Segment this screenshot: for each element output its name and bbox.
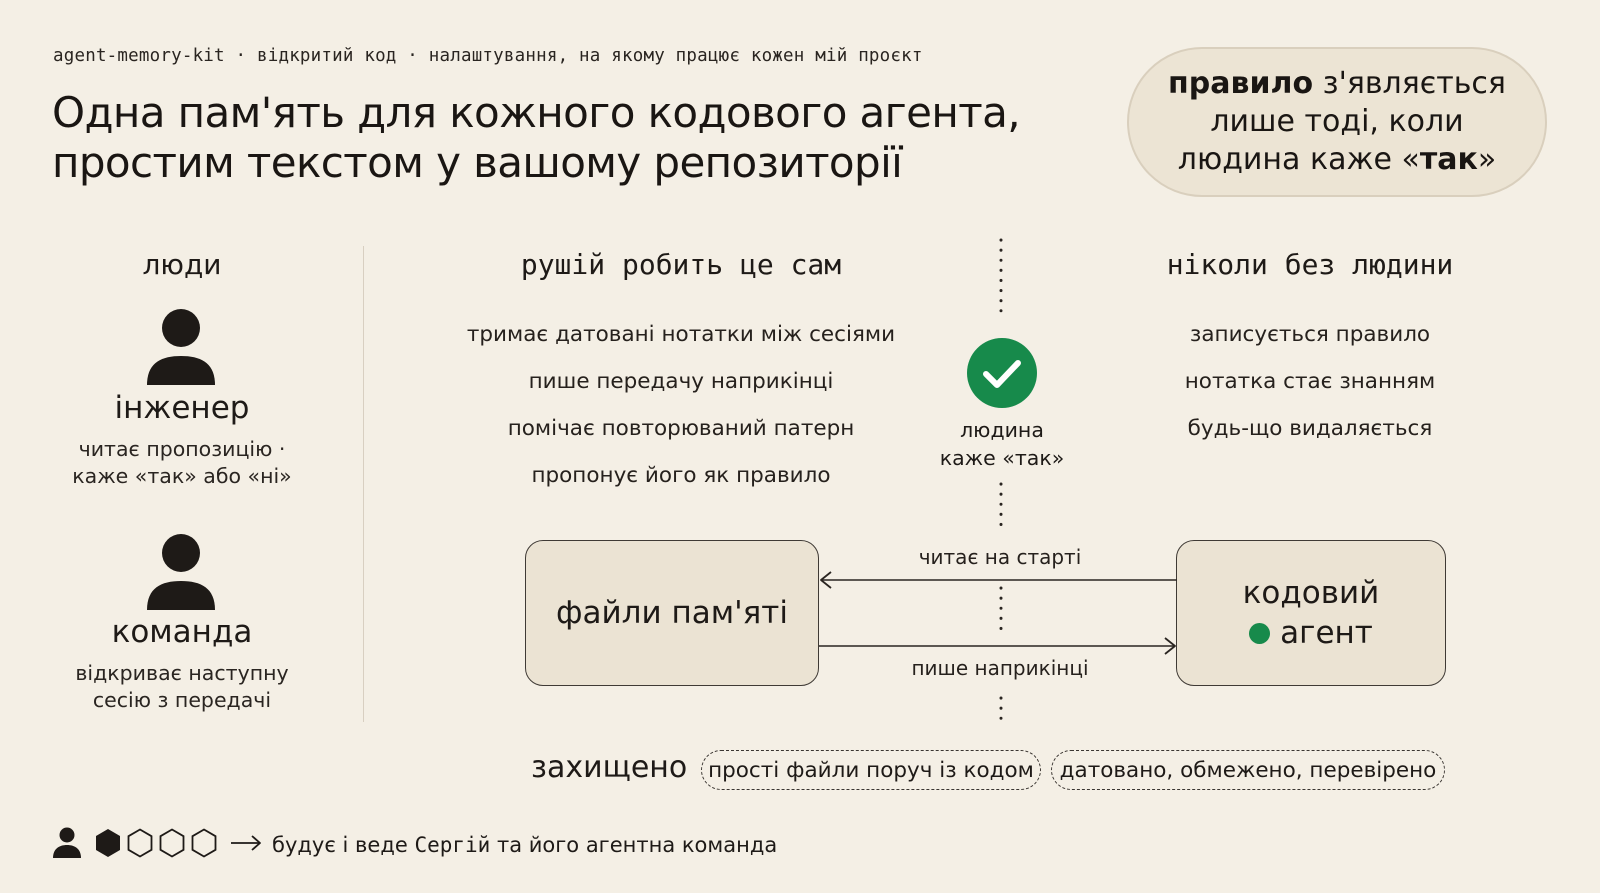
rule-pill-line-1-rest: з'являється [1313,66,1506,101]
rule-pill [1127,47,1547,197]
people-heading: люди [142,248,222,281]
hexagon-outline-icon [126,828,154,862]
rule-pill-line-3 [1178,141,1496,179]
never-heading: ніколи без людини [1166,248,1454,281]
coding-agent-label-line-2: агент [1280,615,1373,651]
engineer-description-line-2: каже «так» або «ні» [72,464,292,488]
coding-agent-label-line-2-row [1249,613,1373,653]
check-circle-icon [967,338,1037,412]
page-title [52,88,1020,188]
protected-chip: прості файли поруч із кодом [701,750,1041,790]
approval-label-line-1: людина [960,418,1044,442]
protected-label: захищено [531,750,688,785]
rule-pill-line-3-prefix: людина каже « [1177,142,1420,177]
footer-text [272,833,777,857]
never-item: записується правило [1189,322,1431,347]
coding-agent-label-line-1: кодовий [1242,575,1380,611]
team-description-line-1: відкриває наступну [75,661,289,685]
rule-pill-bold-word: правило [1168,66,1314,101]
footer [52,828,777,862]
footer-text-suffix: та його агентна команда [490,833,778,857]
status-dot-icon [1249,623,1270,644]
team-description-line-2: сесію з передачі [92,688,272,712]
team-description [52,660,312,714]
team-title: команда [111,614,253,650]
memory-files-box [525,540,819,686]
rule-pill-line-2: лише тоді, коли [1210,104,1464,139]
approval-label-line-2: каже «так» [939,446,1065,470]
rule-pill-line-1 [1168,65,1506,103]
engine-item: пропонує його як правило [531,463,831,488]
protected-chip: датовано, обмежено, перевірено [1051,750,1445,790]
rule-pill-line-3-suffix: » [1477,142,1497,177]
hexagon-outline-icon [158,828,186,862]
hexagon-outline-icon [190,828,218,862]
approval-label [921,416,1083,472]
engine-item: тримає датовані нотатки між сесіями [466,322,896,347]
never-item: нотатка стає знанням [1184,369,1436,394]
footer-person-icon [52,827,82,863]
arrow-right-icon [230,833,262,857]
engine-item: помічає повторюваний патерн [507,416,855,441]
footer-text-prefix: будує і веде [272,833,415,857]
arrow-write-label: пише наприкінці [868,656,1132,680]
page-title-line-1: Одна пам'ять для кожного кодового агента, [52,88,1020,137]
never-item: будь-що видаляється [1187,416,1433,441]
coding-agent-box [1176,540,1446,686]
engineer-person-icon [145,307,217,391]
column-divider [363,246,364,722]
engineer-title: інженер [114,390,250,426]
flow-arrows [817,570,1179,660]
team-person-icon [145,532,217,616]
memory-files-label: файли пам'яті [556,595,788,631]
footer-author-name: Сергій [414,833,491,857]
arrow-read-label: читає на старті [868,545,1132,569]
engine-item: пише передачу наприкінці [528,369,834,394]
engineer-description-line-1: читає пропозицію · [78,437,286,461]
engine-heading: рушій робить це сам [520,248,842,281]
kicker-text: agent-memory-kit · відкритий код · налаштування, на якому працює кожен мій проєкт [53,46,923,66]
page-title-line-2: простим текстом у вашому репозиторії [52,138,903,187]
hexagon-filled-icon [94,828,122,862]
engineer-description [52,436,312,490]
rule-pill-line-3-bold: так [1419,142,1478,177]
